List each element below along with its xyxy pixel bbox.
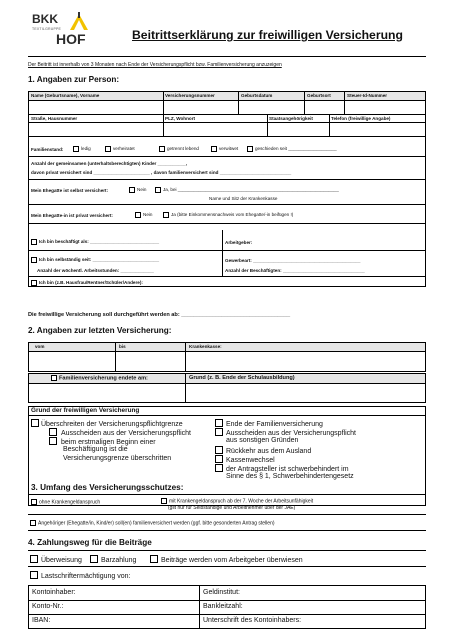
grund-rueckkehr[interactable]: Rückkehr aus dem Ausland bbox=[215, 446, 311, 455]
checkbox[interactable] bbox=[31, 239, 37, 245]
grund-erstmalig[interactable]: beim erstmaligen Beginn einer bbox=[49, 437, 156, 446]
bankleitzahl-field[interactable]: Bankleitzahl: bbox=[203, 603, 243, 610]
kontoinhaber-field[interactable]: Kontoinhaber: bbox=[32, 589, 76, 596]
ehegatte-privat-nein[interactable]: Nein bbox=[135, 212, 152, 218]
checkbox[interactable] bbox=[150, 555, 158, 563]
checkbox[interactable] bbox=[161, 498, 167, 504]
konto-table bbox=[28, 585, 426, 629]
checkbox[interactable] bbox=[49, 428, 57, 436]
angehoerige-familienversichert[interactable]: Angehöriger (Ehegatte/in, Kind/er) soll(en) familienversichert werden (ggf. bitte gesonderten Antrag stellen) bbox=[30, 520, 275, 526]
checkbox[interactable] bbox=[31, 499, 37, 505]
name-sitz-caption: Name und Sitz der Krankenkasse bbox=[209, 196, 278, 201]
grund-ueberschreiten[interactable]: Überschreiten der Versicherungspflichtgrenze bbox=[31, 419, 183, 428]
header-bis: bis bbox=[119, 344, 126, 349]
familienstand-verheiratet[interactable]: verheiratet bbox=[105, 146, 135, 152]
grund-ende-familien[interactable]: Ende der Familienversicherung bbox=[215, 419, 323, 428]
kontonr-field[interactable]: Konto-Nr.: bbox=[32, 603, 64, 610]
section-2-heading: 2. Angaben zur letzten Versicherung: bbox=[28, 326, 172, 335]
checkbox[interactable] bbox=[215, 455, 223, 463]
logo-subtitle: TEXTILGRUPPE bbox=[32, 27, 62, 31]
header-telefon: Telefon (freiwillige Angabe) bbox=[331, 116, 391, 121]
logo-city: HOF bbox=[56, 31, 86, 47]
deadline-hint: Der Beitritt ist innerhalb von 3 Monaten nach Ende der Versicherungspflicht bzw. Familienversicherung anzuzeigen bbox=[28, 62, 282, 68]
header-plz-wohnort: PLZ, Wohnort bbox=[165, 116, 196, 121]
checkbox[interactable] bbox=[135, 212, 141, 218]
beschaeftigten-field[interactable]: Anzahl der Beschäftigten: ________________________________ bbox=[225, 268, 365, 273]
header-geburtsort: Geburtsort bbox=[307, 93, 331, 98]
section-4-heading: 4. Zahlungsweg für die Beiträge bbox=[28, 538, 152, 547]
ehegatte-selbst-ja[interactable]: Ja, bei _______________________________________________________________ bbox=[155, 187, 339, 193]
arbeitsstunden-field[interactable]: Anzahl der wöchentl. Arbeitsstunden: _____________ bbox=[37, 268, 154, 273]
ehegatte-privat-ja[interactable]: Ja (bitte Einkommensnachweis vom Ehegatte/-in beifügen !) bbox=[163, 212, 293, 218]
grund-sonstige-gruende: aus sonstigen Gründen bbox=[226, 437, 299, 444]
section-1-heading: 1. Angaben zur Person: bbox=[28, 75, 120, 84]
kinder-anzahl[interactable]: Anzahl der gemeinsamen (unterhaltsberechtigten) Kinder ___________, bbox=[31, 161, 187, 166]
zahlung-ueberweisung[interactable]: Überweisung bbox=[30, 555, 82, 564]
checkbox[interactable] bbox=[215, 428, 223, 436]
familienversicherung-box bbox=[28, 373, 426, 403]
gewerbeart-field[interactable]: Gewerbeart: __________________________________________ bbox=[225, 258, 361, 263]
familienstand-label: Familienstand: bbox=[31, 147, 64, 152]
familienstand-verwitwet[interactable]: verwitwet bbox=[211, 146, 238, 152]
grund-schule: Grund (z. B. Ende der Schulausbildung) bbox=[189, 375, 295, 381]
ohne-krankengeld[interactable]: ohne Krankengeldanspruch bbox=[31, 499, 100, 505]
checkbox[interactable] bbox=[215, 446, 223, 454]
grund-schwerbehindert[interactable]: der Antragsteller ist schwerbehindert im bbox=[215, 464, 349, 473]
checkbox[interactable] bbox=[159, 146, 165, 152]
checkbox[interactable] bbox=[49, 437, 57, 445]
selbststaendig-seit[interactable]: Ich bin selbständig seit: __________________________ bbox=[31, 257, 159, 263]
hausfrau-rentner[interactable]: Ich bin (z.B. Hausfrau/Rentner/Schüler/Andere): bbox=[31, 280, 143, 286]
checkbox[interactable] bbox=[155, 187, 161, 193]
unterschrift-field[interactable]: Unterschrift des Kontoinhabers: bbox=[203, 617, 302, 624]
grund-ausscheiden-sonstig[interactable]: Ausscheiden aus der Versicherungspflicht bbox=[215, 428, 356, 437]
grund-grenze: Versicherungsgrenze überschritten bbox=[63, 455, 172, 462]
iban-field[interactable]: IBAN: bbox=[32, 617, 51, 624]
familienstand-ledig[interactable]: ledig bbox=[73, 146, 91, 152]
grund-beschaeftigung: Beschäftigung ist die bbox=[63, 446, 128, 453]
header-strasse: Straße, Hausnummer bbox=[31, 116, 78, 121]
logo-mark-icon bbox=[68, 12, 90, 32]
grund-box bbox=[28, 406, 426, 506]
logo bbox=[30, 12, 100, 48]
section-3-heading: 3. Umfang des Versicherungsschutzes: bbox=[31, 483, 184, 492]
beschaeftigt-als[interactable]: Ich bin beschäftigt als: ___________________________ bbox=[31, 239, 159, 245]
zahlung-arbeitgeber[interactable]: Beiträge werden vom Arbeitgeber überwiesen bbox=[150, 555, 303, 564]
checkbox[interactable] bbox=[163, 212, 169, 218]
checkbox[interactable] bbox=[31, 257, 37, 263]
checkbox[interactable] bbox=[73, 146, 79, 152]
title-divider bbox=[28, 56, 426, 57]
ehegatte-selbst-label: Mein Ehegatte ist selbst versichert: bbox=[31, 188, 109, 193]
zahlung-lastschrift[interactable]: Lastschriftermächtigung von: bbox=[30, 571, 131, 580]
header-krankenkasse: Krankenkasse: bbox=[189, 344, 222, 349]
grund-kassenwechsel[interactable]: Kassenwechsel bbox=[215, 455, 275, 464]
ehegatte-selbst-nein[interactable]: Nein bbox=[129, 187, 146, 193]
checkbox[interactable] bbox=[247, 146, 253, 152]
person-box bbox=[28, 91, 426, 287]
zahlung-barzahlung[interactable]: Barzahlung bbox=[90, 555, 136, 564]
grund-schwerbehindert-gesetz: Sinne des § 1, Schwerbehindertengesetz bbox=[226, 473, 354, 480]
checkbox[interactable] bbox=[105, 146, 111, 152]
checkbox[interactable] bbox=[211, 146, 217, 152]
logo-brand: BKK bbox=[32, 12, 58, 26]
checkbox[interactable] bbox=[51, 375, 57, 381]
mit-krankengeld-hinweis: (gilt nur für Selbständige und Arbeitnehmer über der JAE) bbox=[168, 505, 296, 511]
header-vom: vom bbox=[35, 344, 45, 349]
geldinstitut-field[interactable]: Geldinstitut: bbox=[203, 589, 240, 596]
durchgefuehrt-ab[interactable]: Die freiwillige Versicherung soll durchgeführt werden ab: ___________________________________ bbox=[28, 312, 291, 318]
checkbox[interactable] bbox=[30, 520, 36, 526]
checkbox[interactable] bbox=[30, 571, 38, 579]
familien-ende[interactable]: Familienversicherung endete am: bbox=[51, 375, 148, 381]
familienstand-geschieden[interactable]: geschieden seit ___________________ bbox=[247, 146, 337, 152]
checkbox[interactable] bbox=[129, 187, 135, 193]
header-name: Name (Geburtsname), Vorname bbox=[31, 93, 100, 98]
grund-ausscheiden[interactable]: Ausscheiden aus der Versicherungspflicht bbox=[49, 428, 191, 437]
header-geburtsdatum: Geburtsdatum bbox=[241, 93, 273, 98]
kinder-versichert[interactable]: davon privat versichert sind ______________________ , davon familienversichert sind ____________________________ bbox=[31, 170, 292, 175]
arbeitgeber-label: Arbeitgeber: bbox=[225, 240, 253, 245]
checkbox[interactable] bbox=[31, 280, 37, 286]
grund-heading: Grund der freiwilligen Versicherung bbox=[31, 407, 140, 414]
checkbox[interactable] bbox=[31, 419, 39, 427]
page-title: Beitrittserklärung zur freiwilligen Versicherung bbox=[132, 28, 403, 42]
ehegatte-privat-label: Mein Ehegatte-in ist privat versichert: bbox=[31, 213, 113, 218]
mit-krankengeld[interactable]: mit Krankengeldanspruch ab der 7. Woche der Arbeitsunfähigkeit bbox=[161, 498, 313, 504]
checkbox[interactable] bbox=[30, 555, 38, 563]
checkbox[interactable] bbox=[90, 555, 98, 563]
header-staatsangehoerigkeit: Staatsangehörigkeit bbox=[269, 116, 313, 121]
checkbox[interactable] bbox=[215, 419, 223, 427]
checkbox[interactable] bbox=[215, 464, 223, 472]
familienstand-getrennt[interactable]: getrennt lebend bbox=[159, 146, 199, 152]
header-versicherungsnummer: Versicherungsnummer bbox=[165, 93, 215, 98]
header-steuer-id: Steuer-Id-Nummer bbox=[347, 93, 388, 98]
letzte-versicherung-box bbox=[28, 342, 426, 372]
